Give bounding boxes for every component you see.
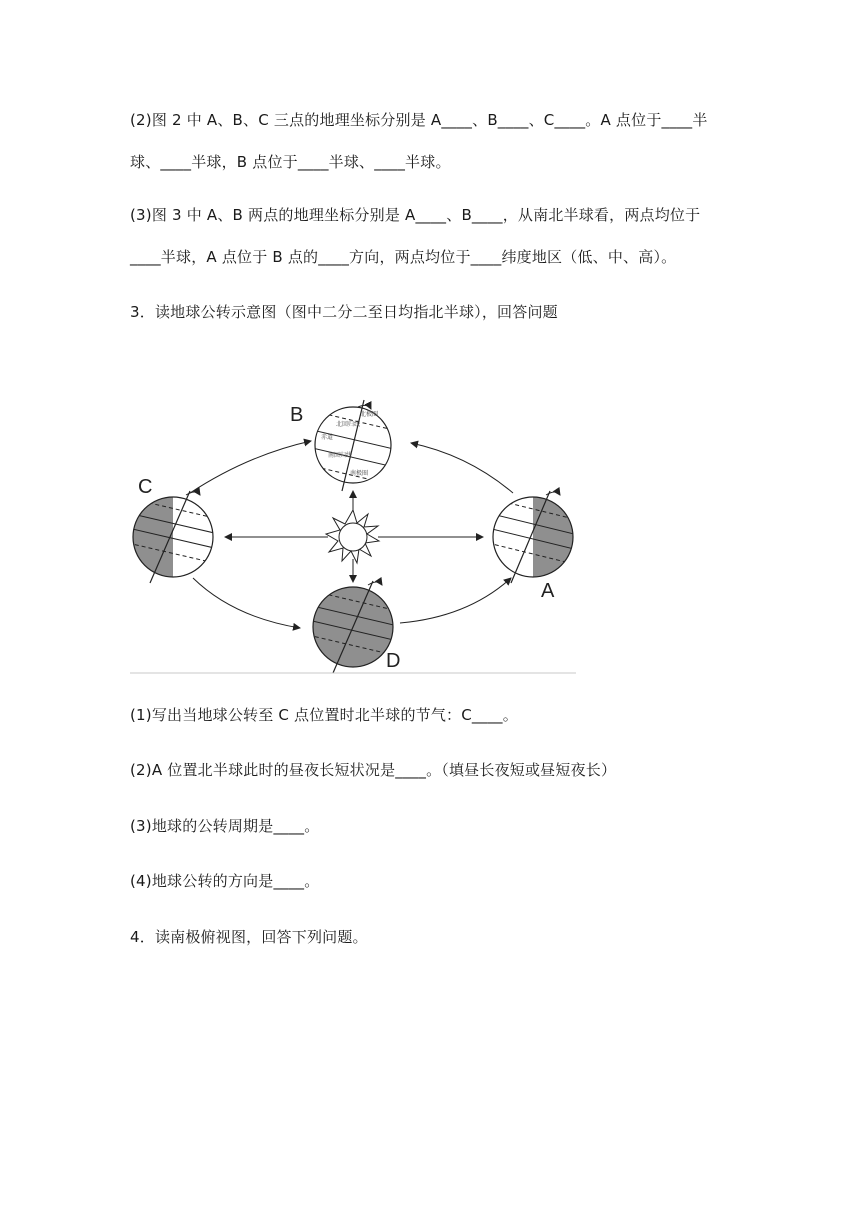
question-2-part-3-line-1: (3)图 3 中 A、B 两点的地理坐标分别是 A____、B____，从南北半球看，两点均位于 (130, 206, 701, 224)
question-2-part-3-line-2: ____半球，A 点位于 B 点的____方向，两点均位于____纬度地区（低、中、高）。 (130, 248, 677, 266)
earth-revolution-diagram (128, 395, 578, 680)
tropic-of-capricorn-label: 南回归线 (328, 452, 353, 459)
arctic-circle-label: 北极圈 (360, 411, 379, 418)
question-3-part-4: (4)地球公转的方向是____。 (130, 872, 320, 890)
question-3-part-2: (2)A 位置北半球此时的昼夜长短状况是____。（填昼长夜短或昼短夜长） (130, 761, 617, 779)
label-c: C (138, 476, 153, 498)
sun-icon (326, 510, 379, 563)
orbit-arrow-a-to-b (411, 443, 513, 493)
question-4-title: 4．读南极俯视图，回答下列问题。 (130, 928, 368, 946)
orbit-arrow-d-to-a (400, 578, 511, 623)
equator-label: 赤道 (321, 434, 334, 441)
orbit-arrow-c-to-d (193, 578, 300, 628)
earth-position-b (290, 400, 398, 501)
earth-position-d (308, 581, 400, 673)
question-2-part-2-line-1: (2)图 2 中 A、B、C 三点的地理坐标分别是 A____、B____、C____。A 点位于____半 (130, 111, 708, 129)
label-d: D (386, 650, 401, 672)
orbit-arrow-c-to-b (190, 441, 311, 493)
tropic-of-cancer-label: 北回归线 (336, 421, 361, 428)
question-2-part-2-line-2: 球、____半球，B 点位于____半球、____半球。 (130, 153, 451, 171)
question-3-part-1: (1)写出当地球公转至 C 点位置时北半球的节气：C____。 (130, 706, 518, 724)
label-b: B (290, 404, 304, 426)
question-3-part-3: (3)地球的公转周期是____。 (130, 817, 320, 835)
earth-position-c (128, 476, 223, 583)
label-a: A (541, 580, 555, 602)
question-3-title: 3．读地球公转示意图（图中二分二至日均指北半球），回答问题 (130, 303, 558, 321)
antarctic-circle-label: 南极圈 (350, 470, 369, 477)
